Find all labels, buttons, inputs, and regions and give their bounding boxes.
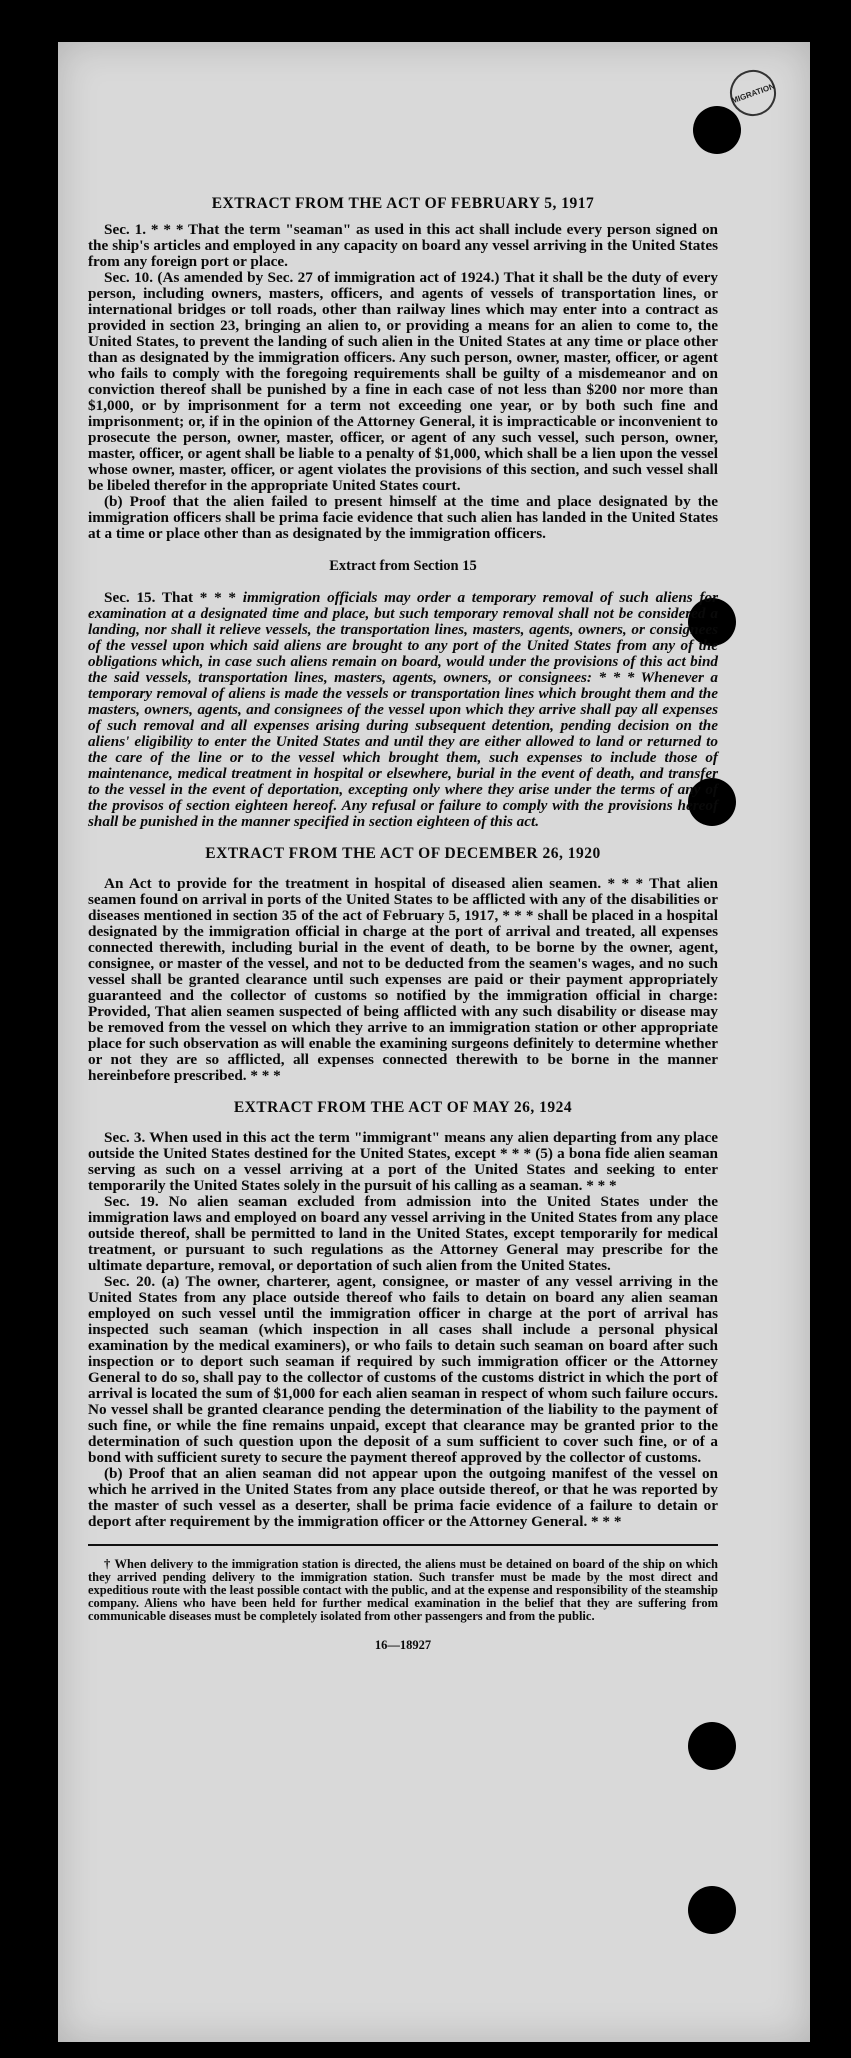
paragraph-sec-1: Sec. 1. * * * That the term "seaman" as used in this act shall include every person signed on the ship's articles and employed in any capacity on board any vessel arriving in the United States from any foreign port or place. [88,221,718,270]
form-code: 16—18927 [374,1638,432,1652]
heading-section-15: Extract from Section 15 [329,558,477,574]
sec-15-lead: Sec. 15. That * * * [104,589,237,606]
paragraph-sec-20b: (b) Proof that an alien seaman did not appear upon the outgoing manifest of the vessel on which he arrived in the United States from any place outside thereof, or that he was reported by the master of such vessel as a deserter, shall be prima facie evidence of a failure to detain or deport after requirement by the immigration officer or the Attorney General. * * * [88,1465,718,1530]
heading-act-1917: EXTRACT FROM THE ACT OF FEBRUARY 5, 1917 [211,195,595,212]
document-body [88,196,718,1653]
paragraph-sec-3: Sec. 3. When used in this act the term "immigrant" means any alien departing from any place outside the United States destined for the United States, except * * * (5) a bona fide alien seaman serving as such on a vessel arriving at a port of the United States and seeking to enter temporarily the United States solely in the pursuit of his calling as a seaman. * * * [88,1129,718,1194]
heading-act-1924: EXTRACT FROM THE ACT OF MAY 26, 1924 [233,1099,573,1116]
footnote: † When delivery to the immigration station is directed, the aliens must be detained on board of the ship on which they arrived pending delivery to the immigration station. Such transfer must be made by the most direct and expeditious route with the least possible contact with the public, and at the expense and responsibility of the steamship company. Aliens who have been held for further medical examination in the belief that they are suffering from communicable diseases must be completely isolated from other passengers and from the public. [88,1557,718,1623]
official-stamp: MIGRATION [724,64,783,123]
paragraph-sec-10: Sec. 10. (As amended by Sec. 27 of immigration act of 1924.) That it shall be the duty of every person, including owners, masters, officers, and agents of vessels of transportation lines, or international bridges or toll roads, other than railway lines which may enter into a contract as provided in section 23, bringing an alien to, or providing a means for an alien to come to, the United States, to prevent the landing of such alien in the United States at any time or place other than as designated by the immigration officers. Any such person, owner, master, officer, or agent who fails to comply with the foregoing requirements shall be guilty of a misdemeanor and on conviction thereof shall be punished by a fine in each case of not less than $200 nor more than $1,000, or by imprisonment for a term not exceeding one year, or by both such fine and imprisonment; or, if in the opinion of the Attorney General, it is impracticable or inconvenient to prosecute the person, owner, master, officer, or agent of any such vessel, such person, owner, master, officer, or agent shall be liable to a penalty of $1,000, which shall be a lien upon the vessel whose owner, master, officer, or agent violates the provisions of this section, and such vessel shall be libeled therefor in the appropriate United States court. [88,269,718,494]
sec-15-text: immigration officials may order a temporary removal of such aliens for examination at a designated time and place, but such temporary removal shall not be considered a landing, nor shall it relieve vessels, the transportation lines, masters, agents, owners, or consignees of the vessel upon which said aliens are brought to any port of the United States from any of the obligations which, in case such aliens remain on board, would under the provisions of this act bind the said vessels, transportation lines, masters, agents, owners, or consignees: * * * Whenever a temporary removal of aliens is made the vessels or transportation lines which brought them and the masters, owners, agents, and consignees of the vessel upon which they arrive shall pay all expenses of such removal and all expenses arising during subsequent detention, pending decision on the aliens' eligibility to enter the United States and until they are either allowed to land or returned to the care of the line or to the vessel which brought them, such expenses to include those of maintenance, medical treatment in hospital or elsewhere, burial in the event of death, and transfer to the vessel in the event of deportation, excepting only where they arise under the terms of any of the provisos of section eighteen hereof. Any refusal or failure to comply with the provisions hereof shall be punished in the manner specified in section eighteen of this act. [88,589,718,830]
divider [88,1544,718,1546]
punch-hole [693,106,741,154]
punch-hole [688,1722,736,1770]
paragraph-sec-19: Sec. 19. No alien seaman excluded from admission into the United States under the immigration laws and employed on board any vessel arriving in the United States from any place outside thereof, shall be permitted to land in the United States, except temporarily for medical treatment, or pursuant to such regulations as the Attorney General may prescribe for the ultimate departure, removal, or deportation of such alien from the United States. [88,1193,718,1274]
paragraph-act-1920: An Act to provide for the treatment in hospital of diseased alien seamen. * * * That alien seamen found on arrival in ports of the United States to be afflicted with any of the disabilities or diseases mentioned in section 35 of the act of February 5, 1917, * * * shall be placed in a hospital designated by the immigration official in charge at the port of arrival and treated, all expenses connected therewith, including burial in the event of death, to be borne by the owner, agent, consignee, or master of the vessel, and not to be deducted from the seamen's wages, and no such vessel shall be granted clearance until such expenses are paid or their payment appropriately guaranteed and the collector of customs so notified by the immigration official in charge: Provided, That alien seamen suspected of being afflicted with any such disability or disease may be removed from the vessel on which they arrive to an immigration station or other appropriate place for such observation as will enable the examining surgeons definitely to determine whether or not they are so afflicted, all expenses connected therewith to be borne in the manner hereinbefore prescribed. * * * [88,875,718,1084]
heading-act-1920: EXTRACT FROM THE ACT OF DECEMBER 26, 1920 [205,845,601,862]
paragraph-sec-15 [88,590,718,830]
punch-hole [688,1886,736,1934]
paragraph-sec-20a: Sec. 20. (a) The owner, charterer, agent, consignee, or master of any vessel arriving in the United States from any place outside thereof who fails to detain on board any alien seaman employed on such vessel until the immigration officer in charge at the port of arrival has inspected such seaman (which inspection in all cases shall include a personal physical examination by the medical examiners), or who fails to detain such seaman on board after such inspection or to deport such seaman if required by such immigration officer or the Attorney General to do so, shall pay to the collector of customs of the customs district in which the port of arrival is located the sum of $1,000 for each alien seaman in respect of whom such failure occurs. No vessel shall be granted clearance pending the determination of the liability to the payment of such fine, or while the fine remains unpaid, except that clearance may be granted prior to the determination of such question upon the deposit of a sum sufficient to cover such fine, or of a bond with sufficient surety to secure the payment thereof approved by the collector of customs. [88,1273,718,1466]
paragraph-sec-10b: (b) Proof that the alien failed to present himself at the time and place designated by the immigration officers shall be prima facie evidence that such alien has landed in the United States at a time or place other than as designated by the immigration officers. [88,493,718,542]
